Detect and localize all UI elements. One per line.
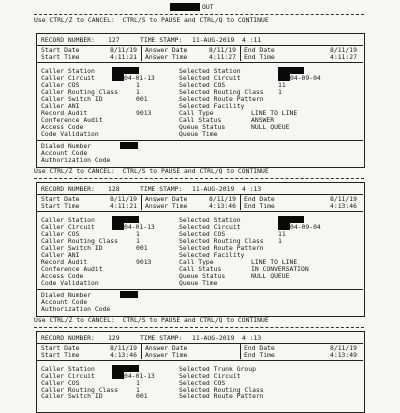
time-stamp-label: TIME STAMP: (140, 185, 183, 193)
redaction-bar (112, 365, 139, 372)
divider (141, 343, 142, 359)
divider (36, 343, 363, 344)
record-number-label: RECORD NUMBER: (41, 185, 95, 193)
selected-circuit: 04-09-04 (290, 223, 321, 231)
conference-audit-label: Conference Audit (41, 265, 103, 273)
selected-routing-class-label: Selected Routing Class (179, 237, 264, 245)
caller-cos: 1 (136, 379, 140, 387)
caller-switch-id: 001 (136, 392, 148, 400)
record-number: 129 (108, 334, 120, 342)
answer-time: 4:13:46 (209, 202, 236, 210)
caller-circuit-label: Caller Circuit (41, 223, 95, 231)
call-type: LINE TO LINE (251, 109, 298, 117)
start-time: 4:11:21 (110, 53, 137, 61)
authorization-code-label: Authorization Code (41, 156, 111, 164)
queue-status: NULL QUEUE (251, 272, 290, 280)
conference-audit-label: Conference Audit (41, 116, 103, 124)
caller-ani-label: Caller ANI (41, 251, 80, 259)
call-type-label: Call Type (179, 109, 214, 117)
answer-time-label: Answer Time (145, 53, 188, 61)
record-number: 127 (108, 36, 120, 44)
redaction-bar (278, 67, 304, 74)
caller-cos-label: Caller COS (41, 81, 80, 89)
divider (36, 194, 363, 195)
divider (34, 178, 364, 179)
start-date: 8/11/19 (110, 344, 137, 352)
time-stamp-label: TIME STAMP: (140, 36, 183, 44)
end-time-label: End Time (244, 351, 275, 359)
record-number-label: RECORD NUMBER: (41, 334, 95, 342)
selected-routing-class-label: Selected Routing Class (179, 386, 264, 394)
selected-routing-class-label: Selected Routing Class (179, 88, 264, 96)
record-number: 128 (108, 185, 120, 193)
queue-status-label: Queue Status (179, 272, 226, 280)
time-stamp: 11-AUG-2019 4 :13 (192, 334, 262, 342)
selected-cos-label: Selected COS (179, 81, 226, 89)
selected-facility-label: Selected Facility (179, 102, 245, 110)
selected-station-label: Selected Station (179, 216, 241, 224)
cancel-banner: Use CTRL/Z to CANCEL: CTRL/S to PAUSE and CTRL/Q to CONTINUE (34, 16, 269, 24)
cancel-banner: Use CTRL/Z to CANCEL: CTRL/S to PAUSE and CTRL/Q to CONTINUE (34, 316, 269, 324)
redaction-bar (278, 74, 290, 81)
start-time: 4:13:46 (110, 351, 137, 359)
divider (141, 45, 142, 61)
selected-circuit-label: Selected Circuit (179, 372, 241, 380)
access-code-label: Access Code (41, 123, 84, 131)
selected-route-pattern-label: Selected Route Pattern (179, 95, 264, 103)
divider (34, 327, 364, 328)
divider (36, 211, 363, 212)
answer-date-label: Answer Date (145, 195, 188, 203)
divider (36, 289, 363, 290)
top-word: OUT (202, 3, 214, 11)
caller-cos: 1 (136, 81, 140, 89)
start-date-label: Start Date (41, 46, 80, 54)
start-time-label: Start Time (41, 202, 80, 210)
record-audit: 9013 (136, 109, 152, 117)
authorization-code-label: Authorization Code (41, 305, 111, 313)
end-date: 8/11/19 (330, 195, 357, 203)
divider (36, 140, 363, 141)
redaction-bar (112, 223, 124, 230)
selected-station-label: Selected Station (179, 67, 241, 75)
divider (34, 14, 364, 15)
redaction-bar (120, 142, 138, 149)
redaction-bar (112, 372, 124, 379)
caller-cos-label: Caller COS (41, 379, 80, 387)
caller-switch-id-label: Caller Switch ID (41, 244, 103, 252)
redaction-bar (170, 3, 200, 11)
redaction-bar (112, 216, 139, 223)
selected-cos-label: Selected COS (179, 379, 226, 387)
answer-date-label: Answer Date (145, 46, 188, 54)
time-stamp: 11-AUG-2019 4 :13 (192, 185, 262, 193)
selected-facility-label: Selected Facility (179, 251, 245, 259)
end-date-label: End Date (244, 344, 275, 352)
redaction-bar (278, 223, 290, 230)
cancel-banner: Use CTRL/Z to CANCEL: CTRL/S to PAUSE and CTRL/Q to CONTINUE (34, 167, 269, 175)
answer-time-label: Answer Time (145, 351, 188, 359)
account-code-label: Account Code (41, 149, 88, 157)
end-time-label: End Time (244, 202, 275, 210)
caller-routing-class-label: Caller Routing Class (41, 88, 118, 96)
answer-time-label: Answer Time (145, 202, 188, 210)
end-date: 8/11/19 (330, 46, 357, 54)
caller-ani-label: Caller ANI (41, 102, 80, 110)
end-date: 8/11/19 (330, 344, 357, 352)
divider (240, 194, 241, 210)
divider (240, 343, 241, 359)
caller-circuit: 04-01-13 (124, 74, 155, 82)
dialed-number-label: Dialed Number (41, 291, 92, 299)
end-date-label: End Date (244, 46, 275, 54)
call-type-label: Call Type (179, 258, 214, 266)
selected-circuit: 04-09-04 (290, 74, 321, 82)
end-date-label: End Date (244, 195, 275, 203)
caller-cos: 1 (136, 230, 140, 238)
call-status: IN CONVERSATION (251, 265, 309, 273)
redaction-bar (278, 216, 304, 223)
caller-circuit: 04-01-13 (124, 223, 155, 231)
time-stamp-label: TIME STAMP: (140, 334, 183, 342)
dialed-number-label: Dialed Number (41, 142, 92, 150)
start-time: 4:11:21 (110, 202, 137, 210)
caller-routing-class: 1 (136, 386, 140, 394)
access-code-label: Access Code (41, 272, 84, 280)
divider (240, 45, 241, 61)
divider (36, 360, 363, 361)
account-code-label: Account Code (41, 298, 88, 306)
end-time-label: End Time (244, 53, 275, 61)
answer-time: 4:11:27 (209, 53, 236, 61)
record-audit-label: Record Audit (41, 109, 88, 117)
selected-cos: 11 (278, 81, 286, 89)
code-validation-label: Code Validation (41, 130, 99, 138)
call-status-label: Call Status (179, 116, 222, 124)
end-time: 4:13:46 (330, 202, 357, 210)
answer-date: 8/11/19 (209, 46, 236, 54)
caller-switch-id-label: Caller Switch ID (41, 392, 103, 400)
selected-circuit-label: Selected Circuit (179, 223, 241, 231)
divider (141, 194, 142, 210)
caller-circuit-label: Caller Circuit (41, 74, 95, 82)
queue-status-label: Queue Status (179, 123, 226, 131)
call-type: LINE TO LINE (251, 258, 298, 266)
caller-station-label: Caller Station (41, 67, 95, 75)
selected-circuit-label: Selected Circuit (179, 74, 241, 82)
selected-trunk-group-label: Selected Trunk Group (179, 365, 256, 373)
selected-routing-class: 1 (278, 237, 282, 245)
caller-routing-class: 1 (136, 237, 140, 245)
queue-time-label: Queue Time (179, 130, 218, 138)
redaction-bar (120, 291, 138, 298)
caller-routing-class-label: Caller Routing Class (41, 237, 118, 245)
caller-cos-label: Caller COS (41, 230, 80, 238)
call-status-label: Call Status (179, 265, 222, 273)
start-date: 8/11/19 (110, 195, 137, 203)
end-time: 4:11:27 (330, 53, 357, 61)
end-time: 4:13:49 (330, 351, 357, 359)
caller-station-label: Caller Station (41, 216, 95, 224)
code-validation-label: Code Validation (41, 279, 99, 287)
record-number-label: RECORD NUMBER: (41, 36, 95, 44)
caller-station-label: Caller Station (41, 365, 95, 373)
caller-circuit: 04-01-13 (124, 372, 155, 380)
caller-routing-class: 1 (136, 88, 140, 96)
selected-cos: 11 (278, 230, 286, 238)
record-audit: 9013 (136, 258, 152, 266)
selected-routing-class: 1 (278, 88, 282, 96)
caller-switch-id: 001 (136, 95, 148, 103)
caller-routing-class-label: Caller Routing Class (41, 386, 118, 394)
start-time-label: Start Time (41, 351, 80, 359)
selected-cos-label: Selected COS (179, 230, 226, 238)
start-date: 8/11/19 (110, 46, 137, 54)
start-time-label: Start Time (41, 53, 80, 61)
queue-status: NULL QUEUE (251, 123, 290, 131)
caller-switch-id: 001 (136, 244, 148, 252)
answer-date-label: Answer Date (145, 344, 188, 352)
time-stamp: 11-AUG-2019 4 :11 (192, 36, 262, 44)
record-audit-label: Record Audit (41, 258, 88, 266)
start-date-label: Start Date (41, 195, 80, 203)
selected-route-pattern-label: Selected Route Pattern (179, 392, 264, 400)
answer-date: 8/11/19 (209, 195, 236, 203)
start-date-label: Start Date (41, 344, 80, 352)
caller-circuit-label: Caller Circuit (41, 372, 95, 380)
selected-route-pattern-label: Selected Route Pattern (179, 244, 264, 252)
caller-switch-id-label: Caller Switch ID (41, 95, 103, 103)
redaction-bar (112, 74, 124, 81)
divider (36, 62, 363, 63)
divider (36, 45, 363, 46)
queue-time-label: Queue Time (179, 279, 218, 287)
redaction-bar (112, 67, 139, 74)
call-status: ANSWER (251, 116, 275, 124)
